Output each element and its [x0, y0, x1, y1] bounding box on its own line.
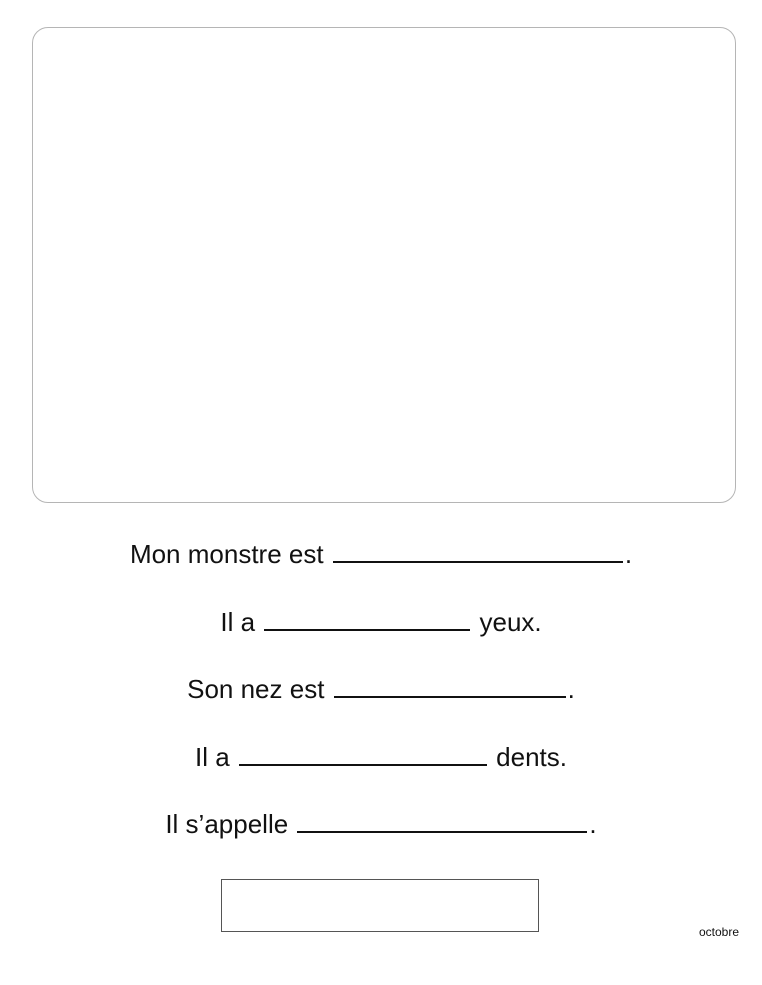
- name-box[interactable]: [221, 879, 539, 932]
- sentence-ending: .: [624, 539, 633, 569]
- sentence-ending: .: [589, 809, 597, 839]
- fill-in-blank[interactable]: [264, 603, 470, 631]
- sentence-ending: dents.: [496, 742, 567, 772]
- sentence-ending: yeux.: [479, 607, 542, 637]
- month-label: octobre: [698, 925, 739, 939]
- sentence-name: [0, 805, 762, 840]
- fill-in-blank[interactable]: [239, 738, 487, 766]
- sentence-text: Mon monstre est: [129, 539, 324, 569]
- sentence-teeth: [0, 738, 762, 773]
- sentence-monster-description: [0, 535, 762, 570]
- sentence-text: Il a: [195, 742, 230, 772]
- fill-in-blank[interactable]: [333, 535, 623, 563]
- sentence-nose: [0, 670, 762, 705]
- sentence-ending: .: [567, 674, 575, 704]
- sentence-text: Il a: [220, 607, 256, 637]
- sentence-text: Il s’appelle: [165, 809, 289, 839]
- drawing-area[interactable]: [32, 27, 736, 503]
- fill-in-blank[interactable]: [334, 670, 566, 698]
- sentence-eyes: [0, 603, 762, 638]
- fill-in-blank[interactable]: [297, 805, 587, 833]
- sentence-text: Son nez est: [187, 674, 325, 704]
